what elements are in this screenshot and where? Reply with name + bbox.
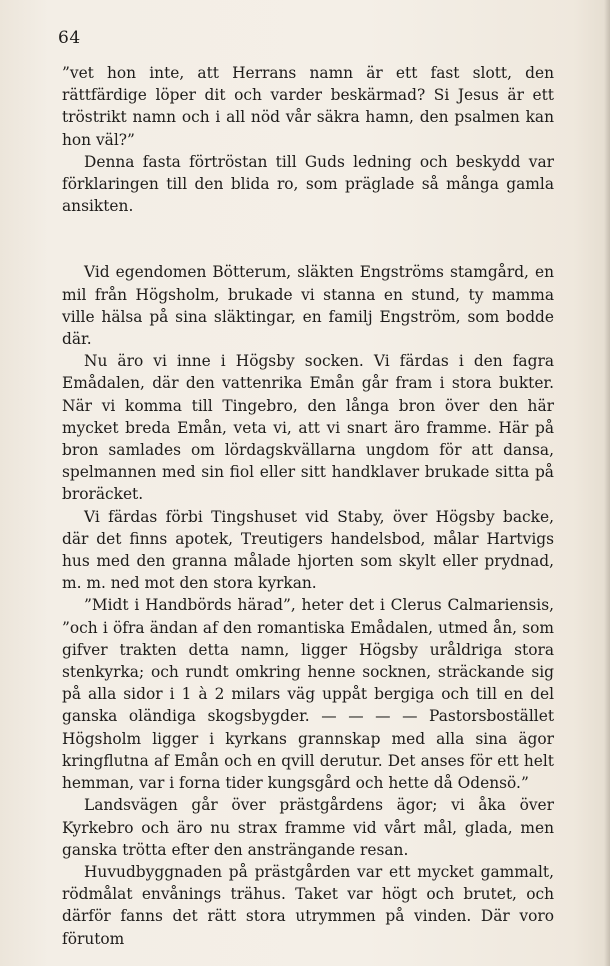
paragraph: Vid egendomen Bötterum, släkten Engströms stamgård, en mil från Högsholm, brukade vi stanna en stund, ty mamma ville hälsa på sina släktingar, en familj Engström, som bodde där. xyxy=(62,263,554,349)
paragraph-quotation: ”Midt i Handbörds härad”, heter det i Clerus Calmariensis, ”och i öfra ändan af den romantiska Emådalen, utmed ån, som gifver trakten detta namn, ligger Högsby uråldriga stora stenkyrka; och rundt omkring henne socknen, sträckande sig på alla sidor i 1 à 2 milars väg uppåt bergiga och till en del ganska oländiga skogsbygder. — — — — Pastorsbostället Högsholm ligger i kyrkans grannskap med alla sina ägor kringflutna af Emån och en qvill derutur. Det anses för ett helt hemman, var i forna tider kungsgård och hette då Odensö.” xyxy=(62,596,554,793)
paragraph-quote-continuation: ”vet hon inte, att Herrans namn är ett fast slott, den rättfärdige löper dit och varder beskärmad? Si Jesus är ett tröstrikt namn och i all nöd vår säkra hamn, den psalmen kan hon väl?” xyxy=(62,64,554,149)
paragraph: Vi färdas förbi Tingshuset vid Staby, över Högsby backe, där det finns apotek, Treutigers handelsbod, målar Hartvigs hus med den granna målade hjorten som skylt eller prydnad, m. m. ned mot den stora kyrkan. xyxy=(62,507,554,593)
paragraph: Huvudbyggnaden på prästgården var ett mycket gammalt, rödmålat envånings trähus. Taket var högt och brutet, och därför fanns det rätt stora utrymmen på vinden. Där voro förutom xyxy=(62,862,554,948)
page-number: 64 xyxy=(58,28,81,48)
page-edge-shadow xyxy=(604,0,610,966)
page-text xyxy=(62,62,554,950)
paragraph: Denna fasta förtröstan till Guds ledning och beskydd var förklaringen till den blida ro, som präglade så många gamla ansikten. xyxy=(62,152,554,216)
paragraph: Landsvägen går över prästgårdens ägor; vi åka över Kyrkebro och äro nu strax framme vid vårt mål, glada, men ganska trötta efter den ansträngande resan. xyxy=(62,796,554,859)
paragraph: Nu äro vi inne i Högsby socken. Vi färdas i den fagra Emådalen, där den vattenrika Emån går fram i stora bukter. När vi komma till Tingebro, den långa bron över den här mycket breda Emån, veta vi, att vi snart äro framme. Här på bron samlades om lördagskvällarna ungdom för att dansa, spelmannen med sin fiol eller sitt handklaver brukade sitta på broräcket. xyxy=(62,352,554,504)
section-break xyxy=(62,217,554,261)
